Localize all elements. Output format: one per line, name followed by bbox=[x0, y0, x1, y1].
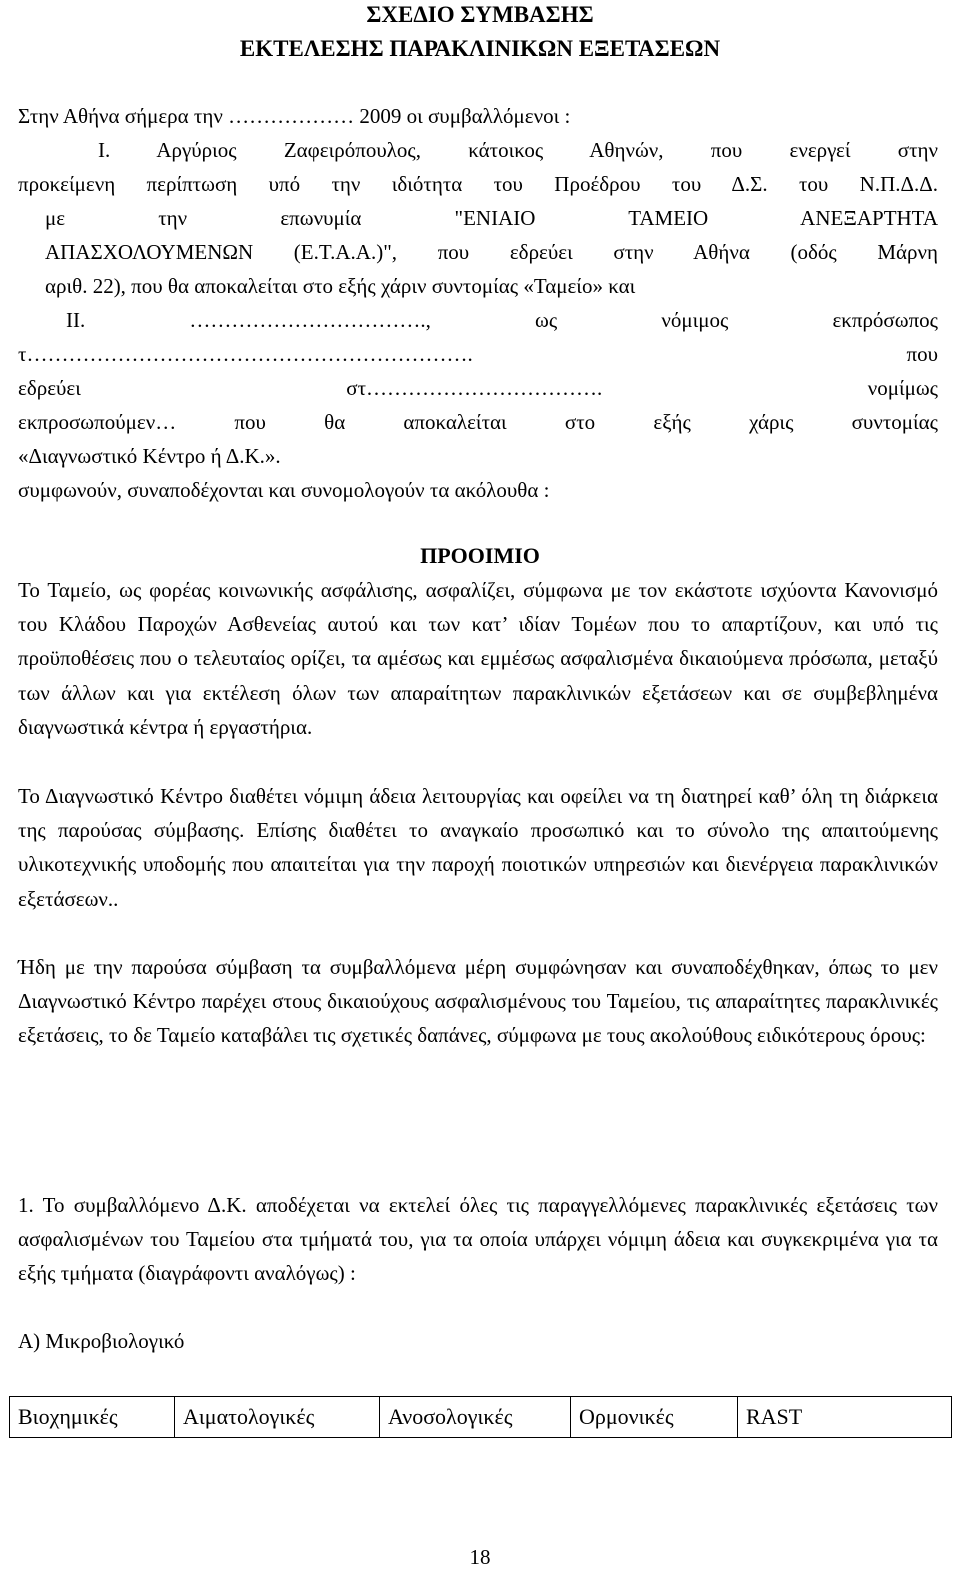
prooimio-paragraph-1: Το Ταμείο, ως φορέας κοινωνικής ασφάλισης, ασφαλίζει, σύμφωνα με τον εκάστοτε ισχύοντα Κανονισμό του Κλάδου Παροχών Ασθενείας αυτού και των κατ’ ιδίαν Τομέων που το απαρτίζουν, και υπό τις προϋποθέσεις που ο τελευταίος ορίζει, τα αμέσως και εμμέσως ασφαλισμένα δικαιούμενα πρόσωπα, μεταξύ των άλλων και για εκτέλεση όλων των απαραίτητων παρακλινικών εξετάσεων και σε συμβεβλημένα διαγνωστικά κέντρα ή εργαστήρια. bbox=[18, 578, 938, 739]
clause-1-item-a: Α) Μικροβιολογικό bbox=[18, 1329, 185, 1353]
intro-date-line: Στην Αθήνα σήμερα την ……………… 2009 οι συμβαλλόμενοι : bbox=[18, 104, 571, 128]
intro-line-10: εκπροσωπούμεν… που θα αποκαλείται στο εξής χάρις συντομίας bbox=[18, 410, 938, 434]
document-title-line-2: ΕΚΤΕΛΕΣΗΣ ΠΑΡΑΚΛΙΝΙΚΩΝ ΕΞΕΤΑΣΕΩΝ bbox=[239, 36, 721, 61]
intro-line-3: προκείμενη περίπτωση υπό την ιδιότητα του Προέδρου του Δ.Σ. του Ν.Π.Δ.Δ. bbox=[18, 172, 938, 196]
intro-line-9: εδρεύει στ……………………………. νομίμως bbox=[18, 376, 938, 400]
departments-table bbox=[9, 1396, 952, 1438]
prooimio-heading: ΠΡΟΟΙΜΙΟ bbox=[420, 543, 540, 568]
intro-line-4: με την επωνυμία "ΕΝΙΑΙΟ ΤΑΜΕΙΟ ΑΝΕΞΑΡΤΗΤΑ bbox=[45, 206, 938, 230]
page-number: 18 bbox=[469, 1545, 491, 1569]
table-cell: Αιματολογικές bbox=[175, 1397, 380, 1438]
table-cell: Ορμονικές bbox=[571, 1397, 738, 1438]
party-two-line: ΙΙ. ……………………………., ως νόμιμος εκπρόσωπος bbox=[66, 308, 938, 332]
intro-line-11: «Διαγνωστικό Κέντρο ή Δ.Κ.». bbox=[18, 444, 281, 468]
table-cell: Βιοχημικές bbox=[10, 1397, 175, 1438]
party-one-line: Ι. Αργύριος Ζαφειρόπουλος, κάτοικος Αθηνών, που ενεργεί στην bbox=[98, 138, 938, 162]
table-cell: RAST bbox=[738, 1397, 952, 1438]
intro-line-5: ΑΠΑΣΧΟΛΟΥΜΕΝΩΝ (Ε.Τ.Α.Α.)", που εδρεύει στην Αθήνα (οδός Μάρνη bbox=[45, 240, 938, 264]
prooimio-paragraph-2: Το Διαγνωστικό Κέντρο διαθέτει νόμιμη άδεια λειτουργίας και οφείλει να τη διατηρεί καθ’ όλη τη διάρκεια της παρούσας σύμβασης. Επίσης διαθέτει το αναγκαίο προσωπικό και το σύνολο της απαιτούμενης υλικοτεχνικής υποδομής που απαιτείται για την παροχή ποιοτικών υπηρεσιών και διενέργεια παρακλινικών εξετάσεων.. bbox=[18, 784, 938, 911]
intro-line-6: αριθ. 22), που θα αποκαλείται στο εξής χάριν συντομίας «Ταμείο» και bbox=[45, 274, 636, 298]
intro-agreement-line: συμφωνούν, συναποδέχονται και συνομολογούν τα ακόλουθα : bbox=[18, 478, 550, 502]
intro-line-8: τ………………………………………………………. που bbox=[18, 342, 938, 366]
document-title-line-1: ΣΧΕΔΙΟ ΣΥΜΒΑΣΗΣ bbox=[366, 2, 594, 27]
table-row bbox=[10, 1397, 952, 1438]
table-cell: Ανοσολογικές bbox=[380, 1397, 571, 1438]
prooimio-paragraph-3: Ήδη με την παρούσα σύμβαση τα συμβαλλόμενα μέρη συμφώνησαν και συναποδέχθηκαν, όπως το μεν Διαγνωστικό Κέντρο παρέχει στους δικαιούχους ασφαλισμένους του Ταμείου, τις απαραίτητες παρακλινικές εξετάσεις, το δε Ταμείο καταβάλει τις σχετικές δαπάνες, σύμφωνα με τους ακολούθους ειδικότερους όρους: bbox=[18, 955, 938, 1048]
clause-1-paragraph: 1. Το συμβαλλόμενο Δ.Κ. αποδέχεται να εκτελεί όλες τις παραγγελλόμενες παρακλινικές εξετάσεις των ασφαλισμένων του Ταμείου στα τμήματά του, για τα οποία υπάρχει νόμιμη άδεια και συγκεκριμένα για τα εξής τμήματα (διαγράφοντι αναλόγως) : bbox=[18, 1193, 938, 1286]
